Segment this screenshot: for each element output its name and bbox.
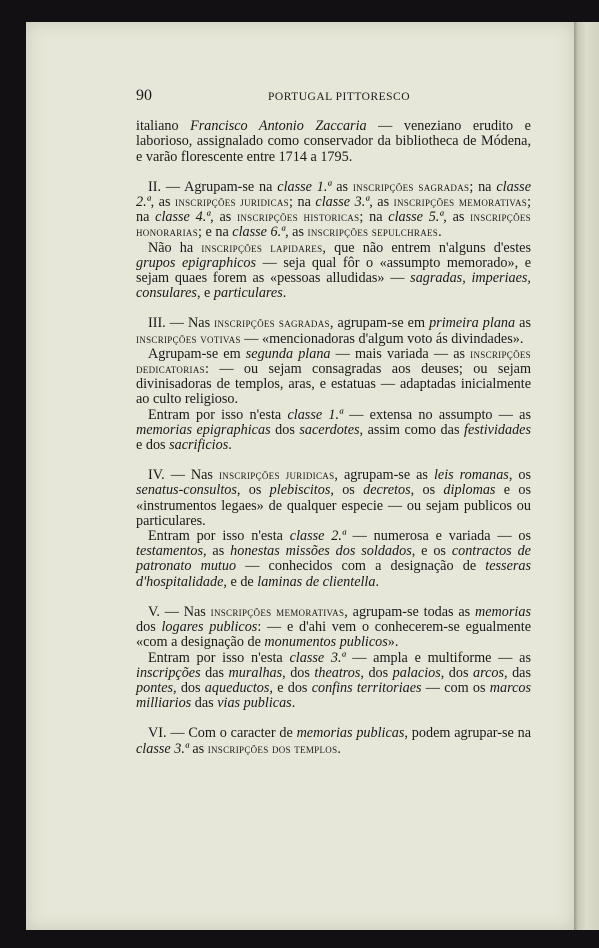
section-number: IV.	[148, 467, 165, 484]
italic-text: decretos	[363, 482, 411, 499]
text-run: — ampla e multiforme — as	[345, 649, 531, 666]
text-run: — Nas	[164, 467, 219, 484]
italic-text: honestas missões dos soldados	[230, 543, 412, 560]
italic-text: plebiscitos	[269, 482, 331, 499]
italic-text: sacrificios	[169, 437, 229, 454]
small-caps-text: inscripções historicas	[237, 210, 360, 225]
text-run: .	[438, 224, 442, 241]
text-run: , dos	[173, 679, 205, 696]
text-run: — conhecidos com a designação de	[236, 558, 486, 575]
text-run: — mais variada — as	[330, 345, 471, 362]
text-run: .	[282, 285, 287, 302]
italic-text: classe 6.ª	[232, 224, 286, 241]
text-run: , dos	[440, 664, 474, 681]
italic-text: tesseras d'hospitalidade	[136, 558, 531, 590]
text-run: — Com o caracter de	[166, 725, 297, 742]
paragraph	[136, 605, 531, 651]
text-run: : — ou sejam consagradas aos deuses; ou sejam divinisadoras de templos, aras, e estatuas — adaptadas inicialmente ao culto religioso.	[136, 361, 531, 408]
text-run: .	[375, 573, 380, 590]
italic-text: confins territoriaes	[311, 679, 422, 696]
small-caps-text: inscripções memorativas	[393, 195, 528, 210]
text-run: as	[188, 740, 208, 757]
page-edge	[574, 22, 599, 930]
italic-text: leis romanas	[433, 467, 509, 484]
paragraph-gap	[136, 301, 531, 316]
text-run: , os	[410, 482, 444, 499]
paragraph-gap	[136, 453, 531, 468]
text-run: , assim como das	[359, 421, 465, 438]
text-run: , e os	[411, 543, 452, 560]
text-run: ; na	[469, 178, 497, 195]
text-run: Não ha	[148, 239, 202, 256]
paragraph	[136, 241, 531, 302]
text-run: : — e d'ahi vem o conhecerem-se egualmente «com a designação de	[136, 619, 531, 651]
text-run: ».	[387, 634, 399, 651]
text-run: , agrupam-se as	[334, 467, 434, 484]
italic-text: arcos	[473, 664, 505, 681]
text-run: — seja qual fôr o «assumpto memorado», e sejam quaes forem as «pessoas alludidas» —	[136, 254, 532, 287]
section-number: III.	[148, 315, 166, 332]
italic-text: contractos de patronato mutuo	[136, 543, 531, 575]
text-run: e dos	[136, 437, 170, 454]
section-number: II.	[148, 178, 161, 195]
text-run: Entram por isso n'esta	[148, 649, 290, 666]
body-text	[136, 119, 531, 757]
text-run: , as	[203, 543, 231, 560]
text-run: e os «instrumentos legaes» de qualquer especie — ou sejam publicos ou particulares.	[136, 482, 531, 529]
small-caps-text: inscripções honorarias	[136, 210, 531, 240]
text-run: , os	[508, 467, 531, 484]
text-run: , dos	[360, 664, 393, 681]
text-run: — veneziano erudito e laborioso, assignalado como conservador da bibliotheca de Módena, e varão florescente entre 1714 a 1795.	[136, 118, 531, 165]
page-text	[136, 88, 531, 757]
small-caps-text: inscripções sepulchraes	[307, 225, 439, 240]
italic-text: diplomas	[443, 482, 496, 499]
text-run: dos	[270, 421, 300, 438]
page-number: 90	[136, 87, 152, 104]
paragraph	[136, 408, 531, 454]
text-run: , os	[330, 482, 364, 499]
text-run: , das	[504, 664, 531, 681]
text-run: dos	[136, 619, 162, 636]
italic-text: testamentos	[136, 543, 203, 560]
italic-text: sacerdotes	[299, 421, 360, 438]
italic-text: classe 3.ª	[289, 649, 346, 666]
paragraph-gap	[136, 165, 531, 180]
text-run: .	[291, 695, 296, 712]
small-caps-text: inscripções sagradas	[214, 316, 330, 331]
small-caps-text: inscripções sagradas	[352, 179, 470, 194]
italic-text: memorias	[475, 603, 531, 620]
italic-text: senatus-consultos	[136, 482, 237, 499]
italic-text: Francisco Antonio Zaccaria	[190, 118, 367, 135]
text-run: — Nas	[165, 315, 215, 332]
italic-text: festividades	[464, 421, 531, 438]
text-run: ; na	[288, 194, 316, 211]
text-run: , agrupam-se todas as	[344, 603, 476, 620]
text-run: , e de	[223, 573, 258, 590]
text-run: ; na	[359, 209, 389, 226]
italic-text: grupos epigraphicos	[136, 254, 257, 271]
page-header	[136, 88, 531, 105]
text-run: , podem agrupar-se na	[404, 725, 531, 742]
text-run: das	[191, 695, 218, 712]
section-number: VI.	[148, 725, 167, 742]
paragraph	[136, 347, 531, 408]
running-title: PORTUGAL PITTORESCO	[268, 91, 411, 103]
text-run: , as	[369, 194, 394, 211]
paragraph	[136, 651, 531, 712]
text-run: , as	[443, 209, 471, 226]
italic-text: aqueductos	[204, 679, 270, 696]
italic-text: inscripções	[136, 664, 201, 681]
text-run: — Agrupam-se na	[161, 178, 278, 195]
paragraph-gap	[136, 590, 531, 605]
paragraph	[136, 316, 531, 346]
italic-text: classe 3.ª	[315, 194, 370, 211]
text-run: , e dos	[269, 679, 312, 696]
small-caps-text: inscripções dedicatorias	[136, 346, 531, 377]
italic-text: theatros	[314, 664, 361, 681]
italic-text: particulares	[213, 285, 283, 302]
paragraph	[136, 529, 531, 590]
text-run: ; e na	[198, 224, 233, 241]
italic-text: sagradas, imperiaes, consulares	[136, 270, 531, 302]
text-run: italiano	[136, 118, 191, 135]
small-caps-text: inscripções dos templos	[207, 741, 338, 756]
small-caps-text: inscripções juridicas	[218, 468, 335, 483]
small-caps-text: inscripções lapidares	[201, 240, 323, 255]
italic-text: memorias epigraphicas	[136, 421, 271, 438]
text-run: — extensa no assumpto — as	[342, 406, 531, 423]
text-run: — com os	[421, 679, 490, 696]
text-run: , agrupam-se em	[329, 315, 430, 332]
italic-text: marcos milliarios	[136, 679, 531, 712]
text-run: — Nas	[159, 603, 211, 620]
italic-text: segunda plana	[245, 345, 331, 362]
paragraph	[136, 726, 531, 756]
italic-text: vias publicas	[217, 695, 292, 712]
text-run: Entram por isso n'esta	[148, 406, 288, 423]
text-run: das	[200, 664, 229, 681]
text-run: , as	[150, 194, 176, 211]
text-run: , as	[285, 224, 308, 241]
italic-text: muralhas	[228, 664, 283, 681]
italic-text: logares publicos	[161, 619, 258, 636]
italic-text: primeira plana	[429, 315, 516, 332]
paragraph	[136, 468, 531, 529]
text-run: , dos	[282, 664, 315, 681]
small-caps-text: inscripções votivas	[136, 331, 241, 346]
italic-text: classe 2.ª	[289, 528, 346, 545]
section-number: V.	[148, 603, 160, 620]
paragraph	[136, 119, 531, 165]
text-run: — numerosa e variada — os	[345, 528, 531, 545]
text-run: ; na	[136, 194, 532, 226]
text-run: — «mencionadoras d'algum voto ás divindades».	[240, 330, 524, 347]
text-run: , que não entrem n'alguns d'estes	[322, 239, 532, 256]
text-run: .	[337, 740, 341, 757]
text-run: as	[331, 178, 353, 195]
text-run: .	[228, 437, 232, 454]
italic-text: classe 1.ª	[287, 406, 343, 423]
italic-text: laminas de clientella	[257, 573, 376, 590]
italic-text: classe 5.ª	[388, 209, 444, 226]
small-caps-text: inscripções juridicas	[175, 195, 289, 210]
italic-text: palacios	[392, 664, 441, 681]
italic-text: classe 1.ª	[277, 178, 332, 195]
paragraph	[136, 180, 531, 241]
italic-text: pontes	[136, 679, 174, 696]
text-run: as	[515, 315, 531, 332]
small-caps-text: inscripções memorativas	[210, 604, 345, 619]
text-run: Agrupam-se em	[148, 345, 246, 362]
text-run: Entram por isso n'esta	[148, 528, 290, 545]
text-run: , as	[210, 209, 238, 226]
italic-text: classe 2.ª	[136, 178, 532, 211]
italic-text: classe 3.ª	[136, 740, 189, 757]
italic-text: monumentos publicos	[264, 634, 388, 651]
italic-text: classe 4.ª	[155, 209, 211, 226]
italic-text: memorias publicas	[296, 725, 405, 742]
paragraph-gap	[136, 711, 531, 726]
text-run: , e	[196, 285, 214, 302]
text-run: , os	[236, 482, 270, 499]
